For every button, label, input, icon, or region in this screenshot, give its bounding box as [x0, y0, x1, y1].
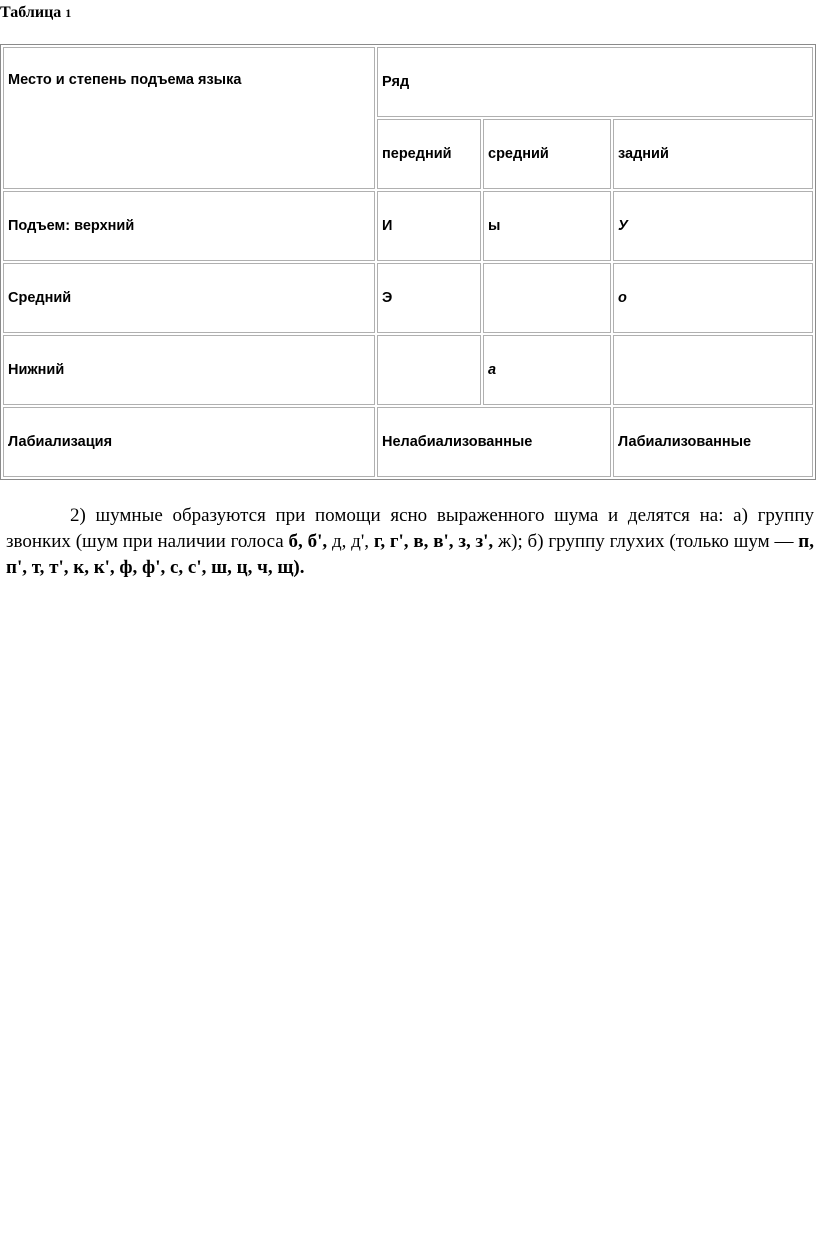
row-label: Подъем: верхний: [3, 191, 375, 261]
table-row: [3, 263, 813, 333]
caption-label: Таблица: [0, 4, 62, 21]
table-caption: [0, 4, 71, 22]
rounded-cell: Лабиализованные: [613, 407, 813, 477]
caption-number: 1: [65, 6, 72, 20]
cell-front: Э: [377, 263, 481, 333]
para-text-1: 2) шумные образуются при помощи ясно выраженного шума и делятся на: а) группу звонких (шум при наличии голоса: [6, 505, 814, 552]
col-middle-header: средний: [483, 119, 611, 189]
para-text-3: ж); б) группу глухих (только шум —: [493, 531, 799, 552]
labialization-label: Лабиализация: [3, 407, 375, 477]
para-bold-1: б, б',: [288, 531, 328, 552]
para-bold-3: п, п', т, т', к, к', ф, ф', с, с', ш, ц, ч, щ).: [6, 531, 814, 578]
header-row-cell: Ряд: [377, 47, 813, 117]
col-back-header: задний: [613, 119, 813, 189]
para-bold-2: г, г', в, в', з, з',: [373, 531, 494, 552]
header-place-cell: Место и степень подъема языка: [3, 47, 375, 189]
table-row: [3, 191, 813, 261]
para-text-2: д, д',: [327, 531, 374, 552]
cell-back: о: [613, 263, 813, 333]
cell-front: И: [377, 191, 481, 261]
col-front-header: передний: [377, 119, 481, 189]
cell-middle: ы: [483, 191, 611, 261]
cell-back: [613, 335, 813, 405]
cell-middle: а: [483, 335, 611, 405]
labialization-row: [3, 407, 813, 477]
cell-middle: [483, 263, 611, 333]
row-label: Нижний: [3, 335, 375, 405]
cell-front: [377, 335, 481, 405]
unrounded-cell: Нелабиализованные: [377, 407, 611, 477]
row-label: Средний: [3, 263, 375, 333]
body-paragraph: [6, 503, 814, 581]
cell-back: У: [613, 191, 813, 261]
vowel-table: [0, 44, 816, 480]
table-row: [3, 335, 813, 405]
